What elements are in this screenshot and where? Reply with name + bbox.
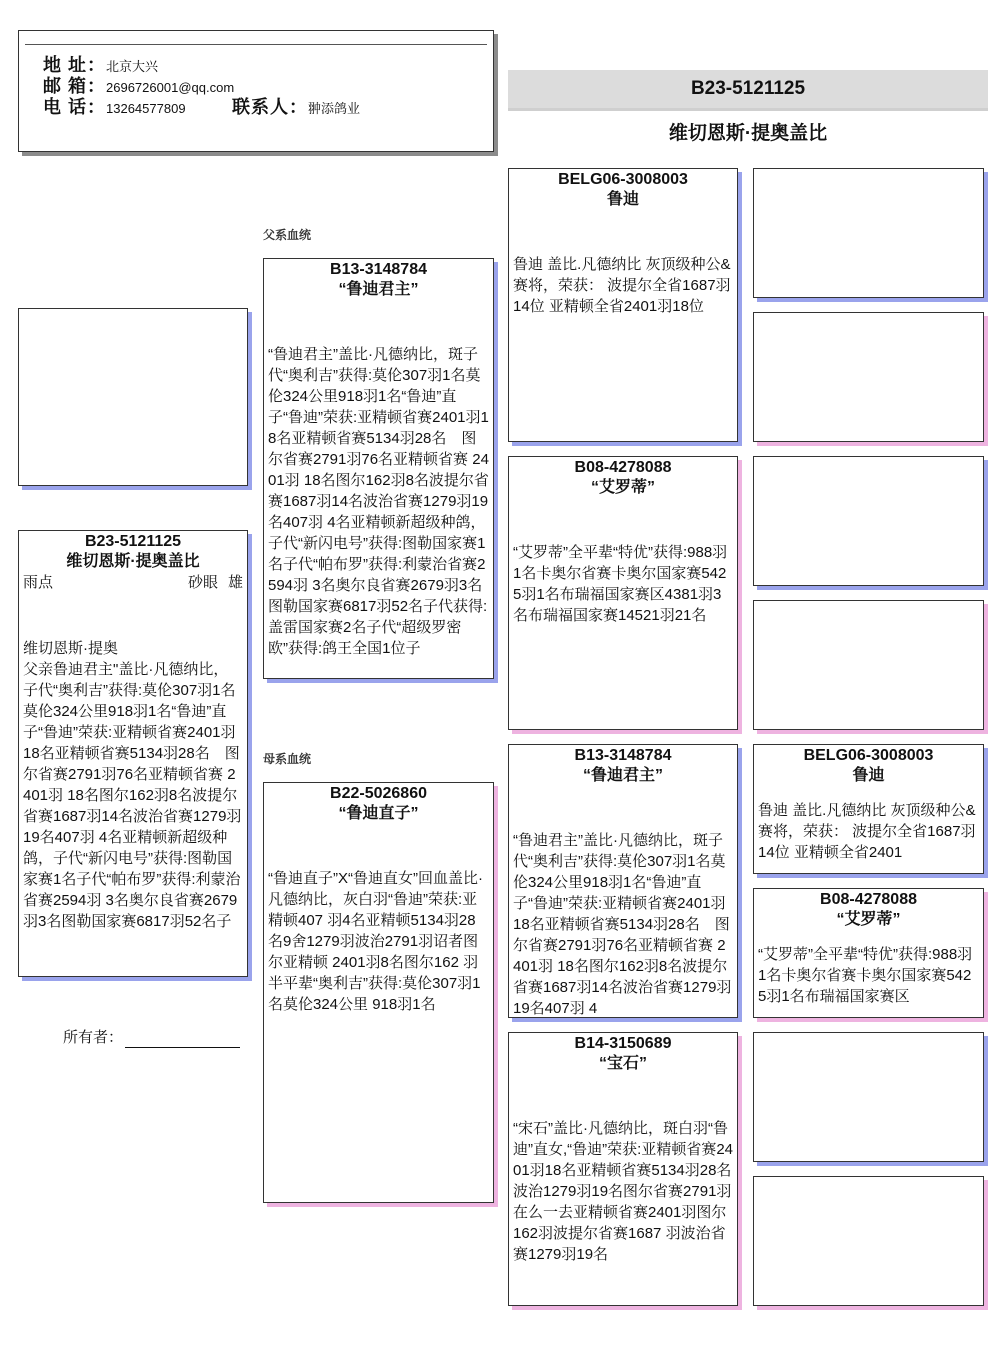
sire-name: “鲁迪君主” xyxy=(338,281,419,298)
photo-placeholder xyxy=(18,308,248,486)
grandparent-name: “宝石” xyxy=(598,1055,647,1072)
grandparent-name: 鲁迪 xyxy=(606,191,639,208)
owner-field xyxy=(63,1028,240,1048)
grandparent-description: “鲁迪君主”盖比·凡德纳比，斑子代“奥利吉”获得:莫伦307羽1名莫伦324公里918羽1名“鲁迪”直子“鲁迪”荣获:亚精顿省赛2401羽18名亚精顿省赛5134羽28名 图尔省赛2791羽76名亚精顿省赛 2401羽 18名图尔162羽8名波提尔省赛1687羽14名波治省赛1279羽19名407羽 4 xyxy=(513,832,732,1017)
great-grandparent-card xyxy=(753,744,984,874)
great-grandparent-name: “艾罗蒂” xyxy=(836,911,901,928)
grandparent-ring-number: B08-4278088 xyxy=(574,459,672,476)
subject-sex: 雄 xyxy=(227,574,243,591)
address-row xyxy=(43,55,158,77)
owner-signature-line xyxy=(125,1033,240,1048)
contact-person-label: 联系人： xyxy=(232,97,308,117)
phone-value: 13264577809 xyxy=(106,101,186,116)
grandparent-card xyxy=(508,1032,738,1306)
great-grandparent-description: 鲁迪 盖比.凡德纳比 灰顶级种公&赛将，荣获： 波提尔全省1687羽14位 亚精顿全省2401 xyxy=(758,802,976,861)
great-grandparent-card xyxy=(753,168,984,298)
grandparent-description: “宋石”盖比·凡德纳比，斑白羽“鲁迪”直女,“鲁迪”荣获:亚精顿省赛2401羽18名亚精顿省赛5134羽28名波治1279羽19名图尔省赛2791羽在么一去亚精顿省赛2401羽图尔162羽波提尔省赛1687 羽波治省赛1279羽19名 xyxy=(513,1120,734,1263)
grandparent-card xyxy=(508,168,738,442)
subject-eye: 砂眼 xyxy=(187,574,218,591)
header-pigeon-name: 维切恩斯·提奥盖比 xyxy=(668,123,828,144)
grandparent-ring-number: BELG06-3008003 xyxy=(558,171,688,188)
phone-label: 电 话： xyxy=(43,97,107,117)
great-grandparent-card xyxy=(753,456,984,586)
sire-line-label: 父系血统 xyxy=(263,228,312,242)
dam-card xyxy=(263,782,494,1203)
great-grandparent-card xyxy=(753,600,984,730)
subject-ring-number: B23-5121125 xyxy=(84,533,182,550)
sire-ring-number: B13-3148784 xyxy=(330,261,427,278)
subject-name: 维切恩斯·提奥盖比 xyxy=(66,553,200,570)
great-grandparent-name: 鲁迪 xyxy=(852,767,885,784)
great-grandparent-description: “艾罗蒂”全平辈“特优”获得:988羽 1名卡奥尔省赛卡奥尔国家赛5425羽1名布瑞福国家赛区 xyxy=(758,946,973,1005)
great-grandparent-card xyxy=(753,312,984,442)
contact-divider xyxy=(25,44,487,45)
dam-ring-number: B22-5026860 xyxy=(330,785,427,802)
contact-card xyxy=(18,30,494,152)
email-row xyxy=(43,76,234,98)
grandparent-ring-number: B14-3150689 xyxy=(574,1035,672,1052)
grandparent-description: 鲁迪 盖比.凡德纳比 灰顶级种公&赛将，荣获： 波提尔全省1687羽14位 亚精顿全省2401羽18位 xyxy=(513,256,731,315)
grandparent-ring-number: B13-3148784 xyxy=(574,747,672,764)
grandparent-card xyxy=(508,744,738,1018)
email-label: 邮 箱： xyxy=(43,76,107,96)
address-value: 北京大兴 xyxy=(106,59,159,74)
owner-label: 所有者： xyxy=(63,1029,124,1046)
address-label: 地 址： xyxy=(43,55,107,75)
subject-description: 维切恩斯·提奥 父亲鲁迪君主"盖比·凡德纳比，子代“奥利吉”获得:莫伦307羽1名莫伦324公里918羽1名“鲁迪”直子“鲁迪”荣获:亚精顿省赛2401羽18名亚精顿省赛5134羽28名 图尔省赛2791羽76名亚精顿省赛 2401羽 18名图尔162羽8名波提尔省赛1687羽14名波治省赛1279羽19名407羽 4名亚精顿新超级种鸽，子代“新闪电号”获得:图勒国家赛1名子代“帕布罗”获得:利蒙治省赛2594羽 3名奥尔良省赛2679羽3名图勒国家赛6817羽52名子 xyxy=(23,640,242,930)
subject-traits xyxy=(19,572,247,594)
grandparent-name: “鲁迪君主” xyxy=(582,767,663,784)
phone-row xyxy=(43,97,186,119)
subject-card xyxy=(18,530,248,977)
great-grandparent-card xyxy=(753,888,984,1018)
dam-description: “鲁迪直子”X“鲁迪直女”回血盖比·凡德纳比，灰白羽“鲁迪”荣获:亚精顿407 羽4名亚精顿5134羽28名9舍1279羽波治2791羽诏者图尔亚精顿 2401羽8名图尔162 羽半平辈“奥利吉”获得:莫伦307羽1名莫伦324公里 918羽1名 xyxy=(268,870,483,1013)
grandparent-name: “艾罗蒂” xyxy=(590,479,655,496)
subject-color: 雨点 xyxy=(23,574,54,591)
sire-description: “鲁迪君主”盖比·凡德纳比，斑子代“奥利吉”获得:莫伦307羽1名莫伦324公里918羽1名“鲁迪”直子“鲁迪”荣获:亚精顿省赛2401羽18名亚精顿省赛5134羽28名 图尔省赛2791羽76名亚精顿省赛 2401羽 18名图尔162羽8名波提尔省赛1687羽14名波治省赛1279羽19名407羽 4名亚精顿新超级种鸽，子代“新闪电号”获得:图勒国家赛1名子代“帕布罗”获得:利蒙治省赛2594羽 3名奥尔良省赛2679羽3名图勒国家赛6817羽52名子代获得:盖雷国家赛2名子代“超级罗密欧”获得:鸽王全国1位子 xyxy=(268,346,489,657)
sire-card xyxy=(263,258,494,679)
grandparent-card xyxy=(508,456,738,730)
great-grandparent-card xyxy=(753,1032,984,1162)
great-grandparent-ring-number: BELG06-3008003 xyxy=(803,747,934,764)
great-grandparent-ring-number: B08-4278088 xyxy=(820,891,917,908)
dam-name: “鲁迪直子” xyxy=(338,805,419,822)
header-ring-number: B23-5121125 xyxy=(508,70,988,108)
grandparent-description: “艾罗蒂”全平辈“特优”获得:988羽 1名卡奥尔省赛卡奥尔国家赛5425羽1名布瑞福国家赛区4381羽3名布瑞福国家赛14521羽21名 xyxy=(513,544,728,624)
email-value[interactable]: 2696726001@qq.com xyxy=(106,80,235,95)
dam-line-label: 母系血统 xyxy=(263,752,312,766)
contact-person-row xyxy=(232,97,360,119)
great-grandparent-card xyxy=(753,1176,984,1306)
contact-person-value: 翀添鸽业 xyxy=(308,101,361,116)
